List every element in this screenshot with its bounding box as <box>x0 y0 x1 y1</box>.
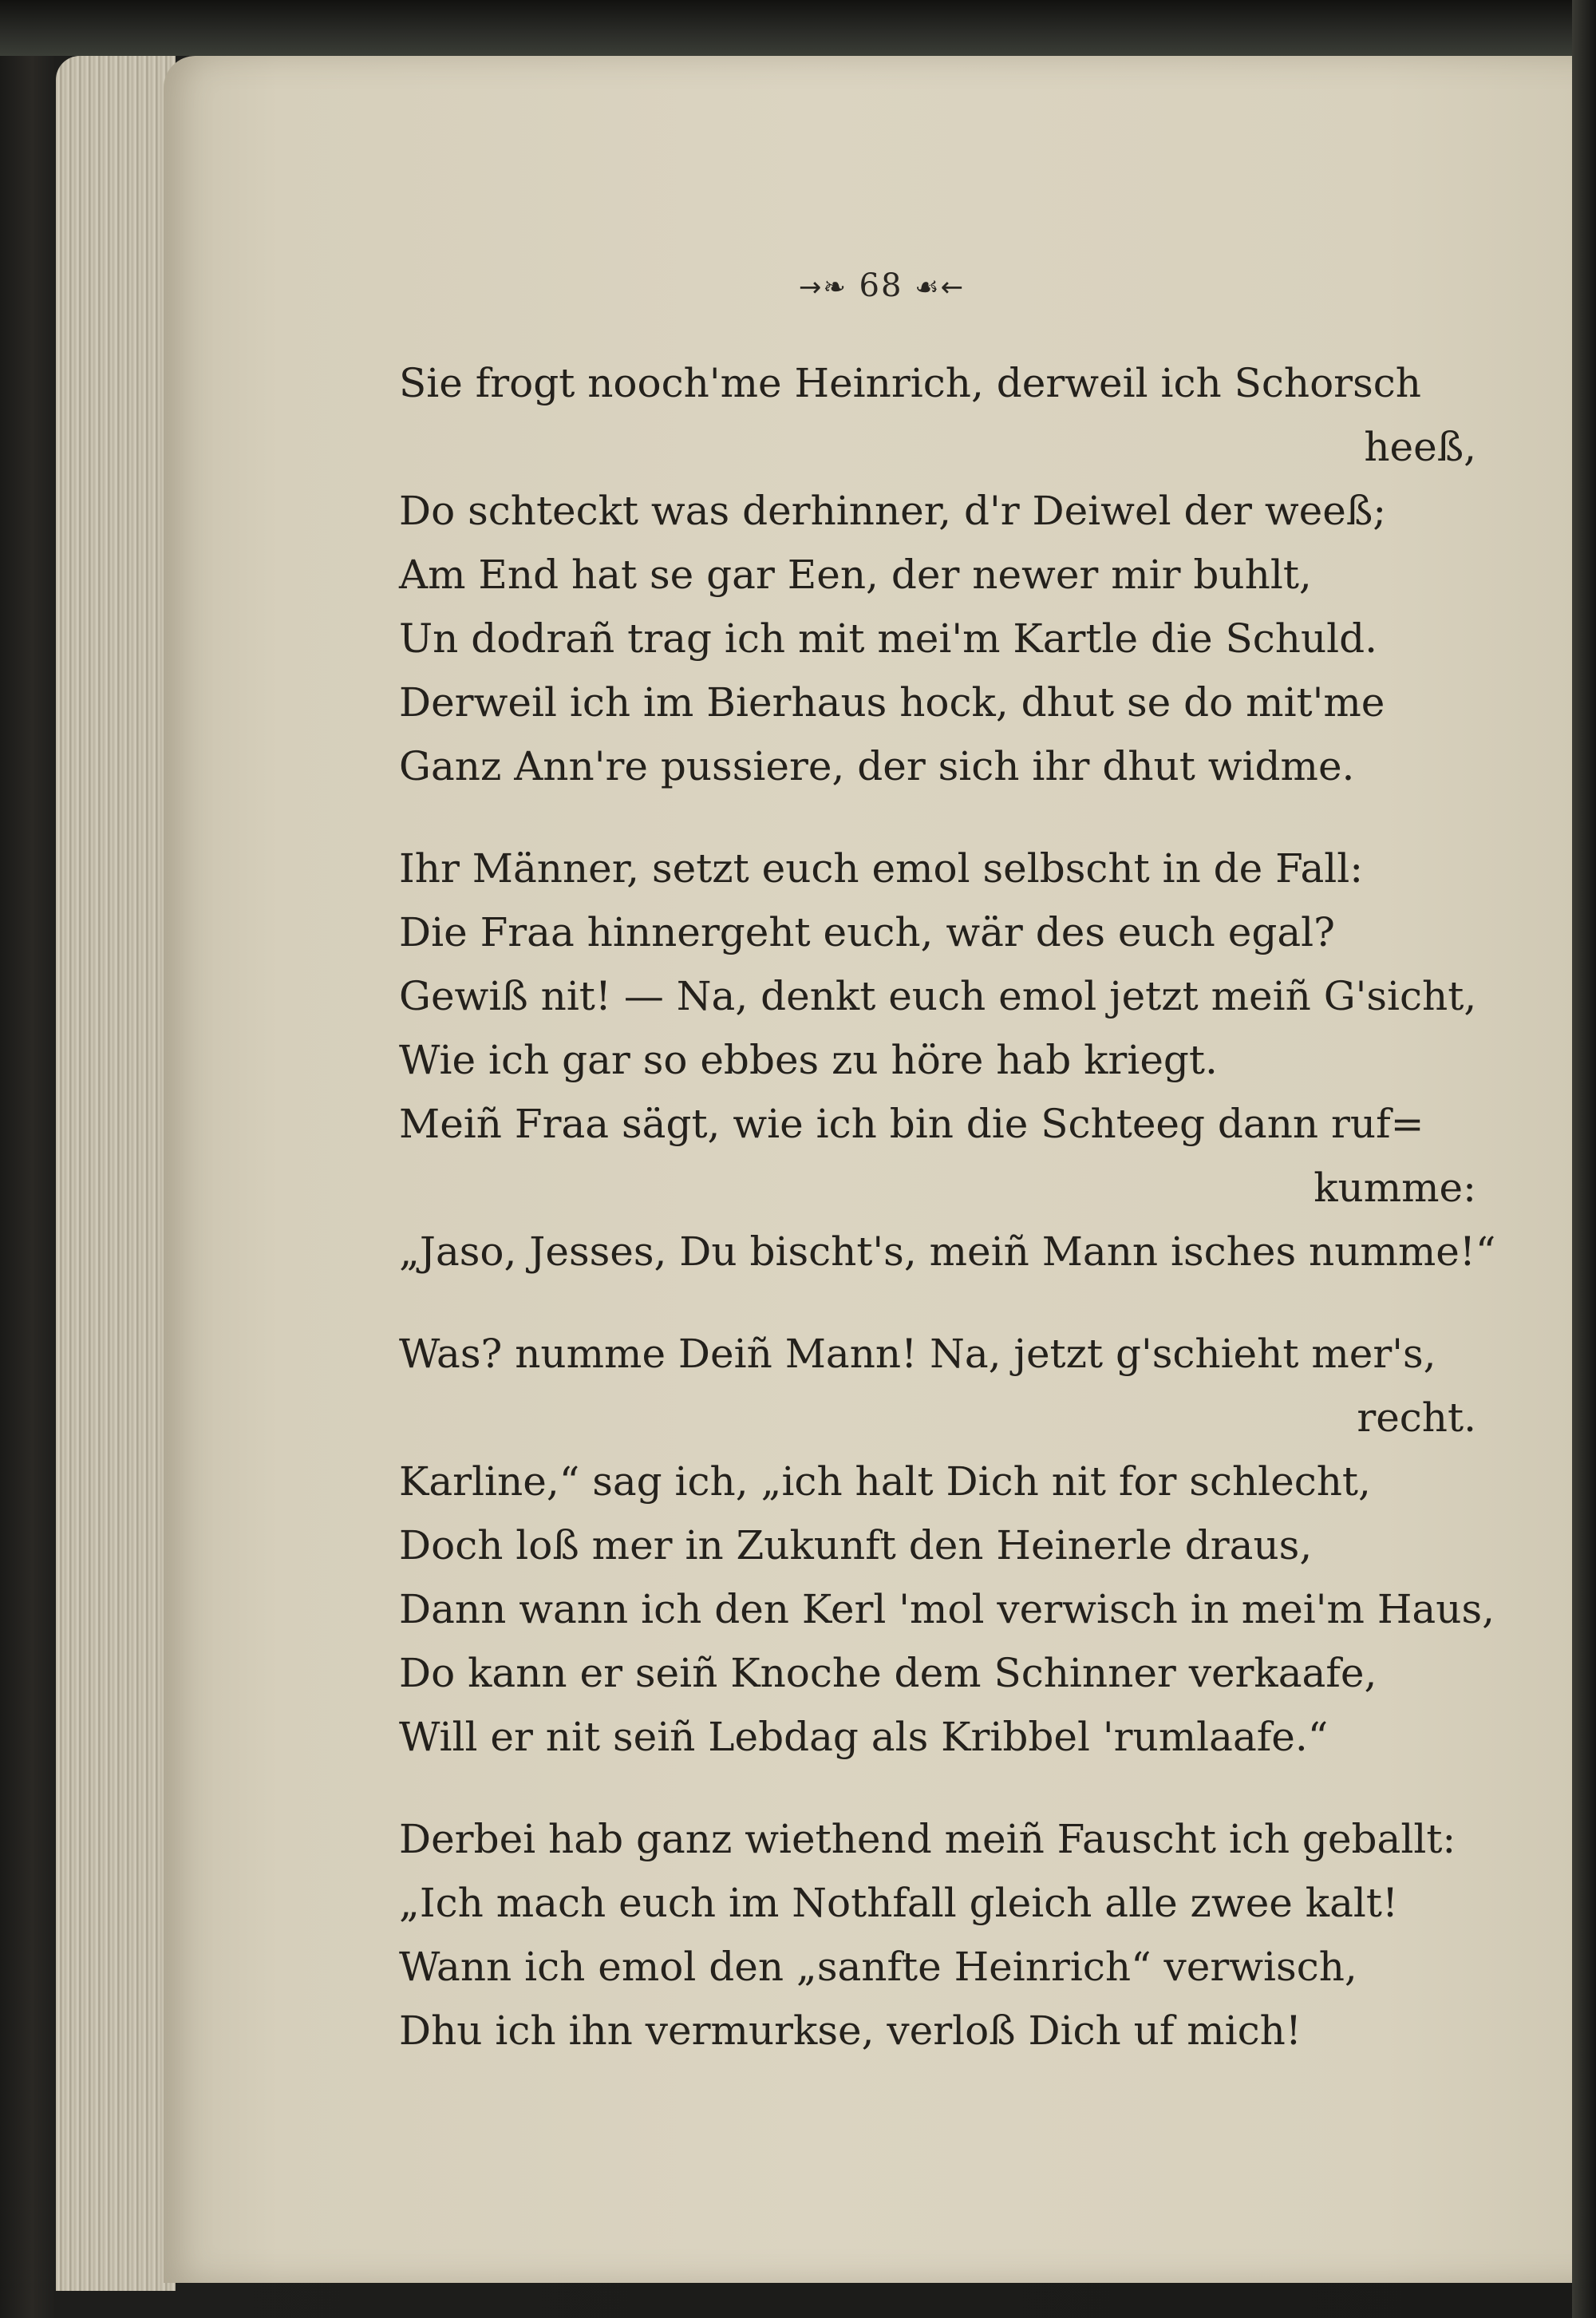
stanza-4 <box>399 1807 1500 2063</box>
verse-line: Doch loß mer in Zukunft den Heinerle draus, <box>399 1522 1313 1568</box>
stanza-3 <box>399 1322 1500 1769</box>
verse-line: Do schteckt was derhinner, d'r Deiwel der weeß; <box>399 488 1387 534</box>
page-stack-edges <box>56 56 176 2291</box>
verse-line: „Jaso, Jesses, Du bischt's, meiñ Mann isches numme!“ <box>399 1228 1496 1275</box>
stanza-gap <box>399 1769 1500 1807</box>
ornament-left-icon: →❧ <box>798 271 847 303</box>
verse-line: „Ich mach euch im Nothfall gleich alle zwee kalt! <box>399 1880 1399 1926</box>
stanza-gap <box>399 1284 1500 1322</box>
page-number: 68 <box>859 267 903 304</box>
verse-line: Will er nit seiñ Lebdag als Kribbel 'rumlaafe.“ <box>399 1714 1329 1760</box>
verse-line: Meiñ Fraa sägt, wie ich bin die Schteeg dann ruf= <box>399 1101 1424 1147</box>
verse-line: Dhu ich ihn vermurkse, verloß Dich uf mich! <box>399 2007 1302 2054</box>
verse-line: Was? numme Deiñ Mann! Na, jetzt g'schieht mer's, <box>399 1331 1436 1377</box>
poem-text <box>399 351 1500 2063</box>
stanza-1 <box>399 351 1500 798</box>
verse-line: Un dodrañ trag ich mit mei'm Kartle die Schuld. <box>399 615 1378 662</box>
verse-line: Derbei hab ganz wiethend meiñ Fauscht ich geballt: <box>399 1816 1456 1862</box>
verse-line: Die Fraa hinnergeht euch, wär des euch egal? <box>399 909 1335 955</box>
verse-line: Gewiß nit! — Na, denkt euch emol jetzt meiñ G'sicht, <box>399 973 1477 1019</box>
verse-line: Ihr Männer, setzt euch emol selbscht in de Fall: <box>399 845 1364 892</box>
verse-line: Am End hat se gar Een, der newer mir buhlt, <box>399 552 1312 598</box>
ornament-right-icon: ☙← <box>915 271 966 303</box>
verse-line-continuation: kumme: <box>1314 1165 1476 1211</box>
book-cover-edge <box>0 0 1596 56</box>
verse-line: Sie frogt nooch'me Heinrich, derweil ich Schorsch <box>399 360 1421 406</box>
verse-line: Wie ich gar so ebbes zu höre hab kriegt. <box>399 1037 1218 1083</box>
verse-line-continuation: heeß, <box>1364 424 1476 470</box>
verse-line: Dann wann ich den Kerl 'mol verwisch in mei'm Haus, <box>399 1586 1495 1632</box>
verse-line: Do kann er seiñ Knoche dem Schinner verkaafe, <box>399 1650 1377 1696</box>
verse-line-continuation: recht. <box>1357 1394 1476 1441</box>
stanza-gap <box>399 798 1500 837</box>
book-right-edge <box>1572 0 1596 2318</box>
verse-line: Derweil ich im Bierhaus hock, dhut se do mit'me <box>399 679 1385 726</box>
verse-line: Wann ich emol den „sanfte Heinrich“ verwisch, <box>399 1944 1357 1990</box>
verse-line: Karline,“ sag ich, „ich halt Dich nit for schlecht, <box>399 1458 1371 1505</box>
stanza-2 <box>399 837 1500 1284</box>
verse-line: Ganz Ann're pussiere, der sich ihr dhut widme. <box>399 743 1355 789</box>
page-header <box>164 267 1596 304</box>
